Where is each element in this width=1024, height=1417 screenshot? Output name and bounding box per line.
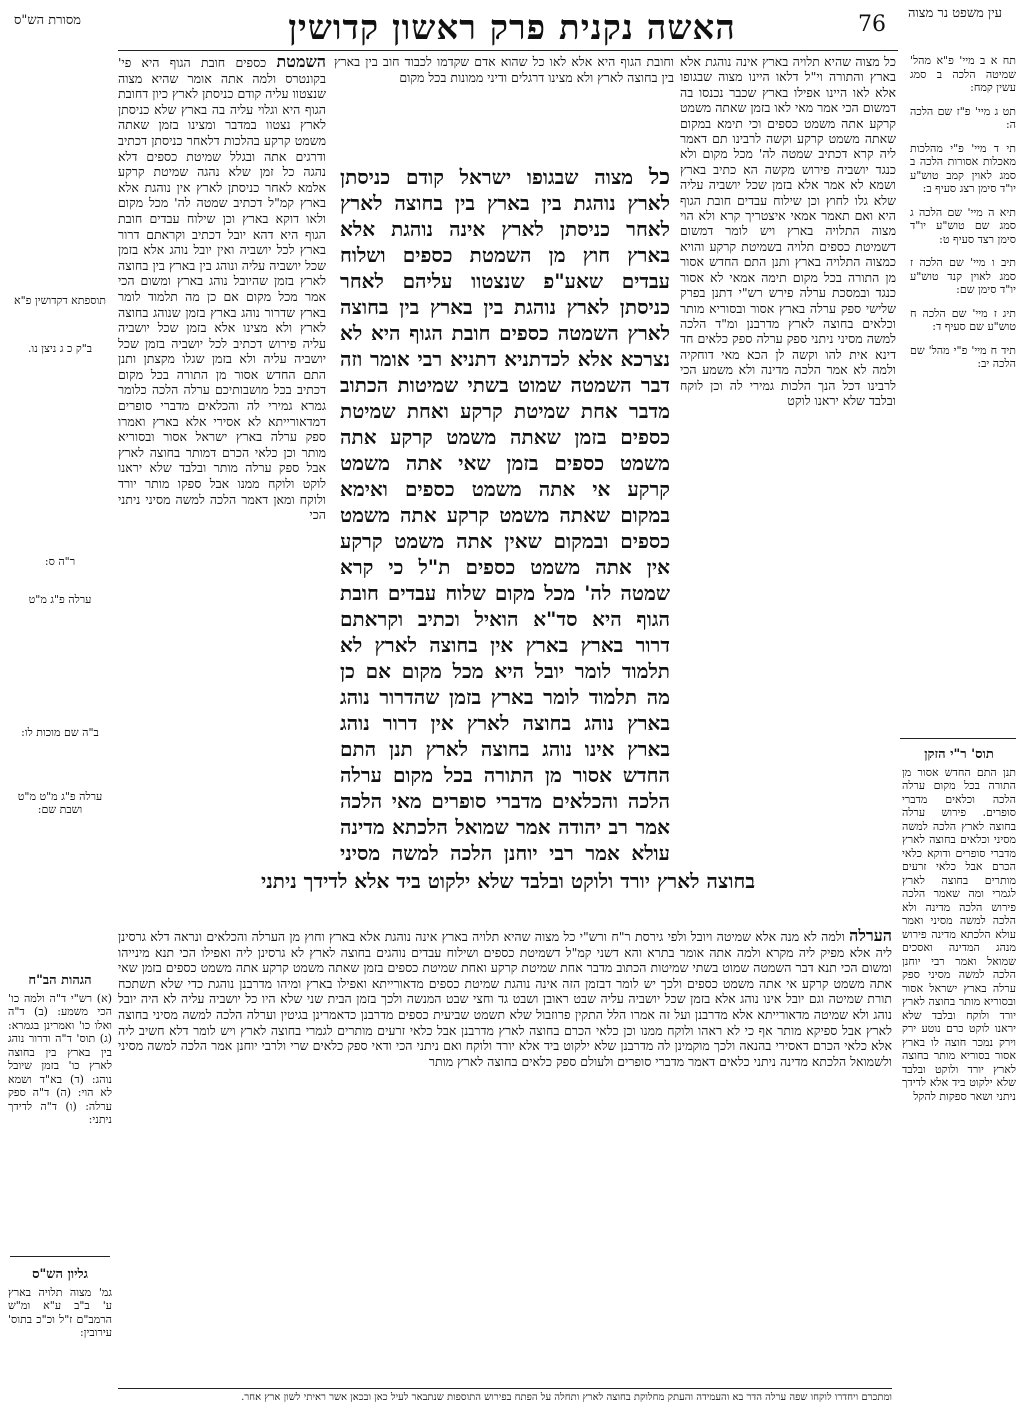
rashi-top-column	[334, 54, 674, 164]
gemara-main-text	[340, 164, 670, 864]
bottom-commentary	[118, 928, 892, 1384]
ein-mishpat-entry: תי ד מיי' פ"י מהלכות מאכלות אסורות הלכה ב סמג לאוין קמב טוש"ע יו"ד סימן רצג סעיף ב:	[910, 141, 1016, 195]
footer-note-text: ומתכרם ויחדרו לוקחו שפה ערלה הדר בא והעמידה והעתק מחלוקת בחוצה לארץ ותחלה על הפתח בפירוש התוספות שנתבאר לעיל כאן ובכאן אשר ראיתי לשון ארץ אחר.	[241, 1392, 892, 1403]
gilyon-rule	[10, 1256, 110, 1257]
footer-rule	[118, 1388, 892, 1389]
tosafot-harosh-rule	[900, 738, 1016, 739]
footer-note	[118, 1392, 892, 1412]
masoret-hashas-label: מסורת הש"ס	[14, 13, 81, 28]
gilyon-hashas-box	[8, 1262, 112, 1362]
rashi-dibur-hamatchil: השמטת	[276, 54, 326, 71]
masoret-ref: תוספתא דקדושין פ"א	[13, 294, 107, 307]
gemara-closing	[120, 868, 896, 924]
masoret-ref: ב"ק כ ג ניצן נו.	[27, 341, 93, 355]
gemara-text: מצוה שבגופו ישראל קודם כניסתן לארץ נוהגת בין בארץ בין בחוצה לארץ לאחר כניסתן לארץ אינה נוהגת אלא בארץ חוץ מן השמטת כספים ושלוח עבדים שאע"פ שנצטוו עליהם לאחר כניסתן לארץ נוהגת בין בארץ בין בחוצה לארץ השמטה כספים חובת הגוף היא לא נצרכא אלא לכדתניא דתניא רבי אומר וזה דבר השמטה שמוט בשתי שמיטות הכתוב מדבר אחת שמיטת קרקע ואחת שמיטת כספים בזמן שאתה משמט קרקע אתה משמט כספים בזמן שאי אתה משמט קרקע אי אתה משמט כספים ואימא במקום שאתה משמט קרקע אתה משמט כספים ובמקום שאין אתה משמט קרקע אין אתה משמט כספים ת"ל כי קרא שמטה לה' מכל מקום שלוח עבדים חובת הגוף היא סד"א הואיל וכתיב וקראתם דרור בארץ בארץ אין בחוצה לארץ לא תלמוד לומר יובל היא מכל מקום אם כן מה תלמוד לומר בארץ בזמן שהדרור נוהג בארץ נוהג בחוצה לארץ אין דרור נוהג בארץ אינו נוהג בחוצה לארץ תנן התם החדש אסור מן התורה בכל מקום ערלה הלכה והכלאים מדברי סופרים מאי הלכה אמר רב יהודה אמר שמואל הלכתא מדינה עולא אמר רבי יוחנן הלכה למשה מסיני	[340, 165, 670, 864]
tosafot-text: כל מצוה שהיא תלויה בארץ אינה נוהגת אלא בארץ והתורה וי"ל דלאו היינו מצוה שבגופו אלא לאו היינו אפילו בארץ שכבר נכנסו בה דמשום הכי אמר מאי לאו בזמן שאתה משמט קרקע אתה משמט כספים וכי תימא במקום שאתה משמט קרקע וקשה לרבינו תם דאמר ליה קרא דכתיב שמטה לה' מכל מקום ולא כנגד יושביה פירוש מקשה הא כתיב בארץ ושמא לא אמר אלא בזמן שכל יושביה עליה שלא גלו לחוץ וכן שילוח עבדים חובת הגוף היא ואם תאמר אמאי איצטריך קרא ולא הוי מצוה התלויה בארץ ויש לומר דמשום דשמיטת כספים תלויה בשמיטת קרקע והויא כמצוה התלויה בארץ ותנן התם החדש אסור מן התורה בכל מקום תימה אמאי לא אסור כנגד ובמסכת ערלה פירש רש"י דתנן בפרק שלישי ספק ערלה בארץ אסור ובסוריא מותר וכלאים בחוצה לארץ מדרבנן ומ"ד הלכה למשה מסיני ניתני ספק ערלה ספק כלאים חד דינא אית להו וקשה לן הכא מאי דוחקיה ולמה לא אמר הלכה מדינה ולא משמע הכי לרבינו דכל הנך הלכות גמירי לה וכן לוקח ובלבד שלא יראנו לוקט	[680, 54, 896, 408]
rashi-text: כספים חובת הגוף היא פי' בקונטרס ולמה אתה אומר שהיא מצוה שנצטוו עליה קודם כניסתן לארץ כיון דחובת הגוף היא וגלוי עליה בה בארץ שלא כניסתן לארץ נצטוו במדבר ומצינו בזמן שאתה משמט קרקע בהלכות דלאחר כניסתן דכתיב ודרגים אתה ובגלל שמיטת כספים דלא נהגה כל זמן שלא נהגה שמיטת קרקע אלמא לאחר כניסתן לארץ אין נוהגת אלא בארץ קמ"ל דכתיב שמטה לה' מכל מקום ולאו דוקא בארץ וכן שילוח עבדים חובת הגוף היא דהא יובל דכתיב וקראתם דרור בארץ לכל יושביה ואין יובל נוהג אלא בזמן שכל יושביה עליה ונוהג בין בארץ בין בחוצה לארץ בזמן שהיובל נוהג בארץ ומשום הכי אמר מכל מקום אם כן מה תלמוד לומר בארץ שדרור נוהג בארץ בזמן שנוהג בחוצה לארץ ולא מצינו אלא בזמן שכל יושביה עליה פירוש דכתיב לכל יושביה בזמן שכל יושביה עליה ולא בזמן שגלו מקצתן ותנן התם החדש אסור מן התורה בכל מקום דכתיב בכל מושבותיכם ערלה הלכה כלומר גמרא גמירי לה והכלאים מדברי סופרים דמדאורייתא לא אסירי אלא בארץ ואמרו ספק ערלה בארץ ישראל אסור ובסוריא מותר וכן כלאי הכרם דמותר בחוצה לארץ אבל ספק ערלה מותר ובלבד שלא יראנו לוקט ולוקח ממנו אבל ספקו מותר יורד ולוקח ומאן דאמר הלכה למשה מסיני ניתני הכי	[118, 55, 326, 523]
tosafot-harosh-title: תוס' ר"י הזקן	[924, 747, 994, 762]
hagahot-habach-text: (א) רש"י ד"ה ולמה כו' הכי משמע: (ב) ד"ה ואלו כו' ואמרינן בגמרא: (ג) תוס' ד"ה ודרור נוהג בין בארץ בין בחוצה לארץ כו' בזמן שיובל נוהג: (ד) בא"ד ושמא לא הוי: (ה) ד"ה ספק ערלה: (ו) ד"ה לדידך ניתני:	[8, 991, 112, 1126]
masoret-ref: ב"ה שם מוכות לו:	[21, 726, 99, 739]
tosafot-harosh-text: תנן התם החדש אסור מן התורה בכל מקום ערלה הלכה וכלאים מדברי סופרים. פירוש ערלה בחוצה לארץ הלכה למשה מסיני וכלאים בחוצה לארץ מדברי סופרים ודוקא כלאי הכרם אבל כלאי זרעים מותרים בחוצה לארץ לגמרי ומה שאמר הלכה פירוש הלכה מדינה ולא הלכה למשה מסיני ואמר עולא הלכתא מדינה פירוש מנהג המדינה ואסכים שמואל ואמר רבי יוחנן הלכה למשה מסיני ספק ערלה בארץ ישראל אסור ובסוריא מותר בחוצה לארץ יורד ולוקח ובלבד שלא יראנו לוקט כרם נוטע ירק וירק נמכר חוצה לו בארץ אסור בסוריא מותר בחוצה לארץ יורד ולוקט ובלבד שלא ילקוט ביד אלא לדידך ניתני ושאר ספקות להקל	[902, 765, 1016, 1103]
gemara-opening-word: כל	[648, 164, 670, 190]
rashi-column	[118, 54, 326, 864]
ein-mishpat-entry: תיד ח מיי' פ"י מהל' שם הלכה יב:	[910, 343, 1016, 370]
ein-mishpat-entry: תיב ו מיי' שם הלכה ז סמג לאוין קנד טוש"ע יו"ד סימן שם:	[910, 256, 1016, 296]
tosafot-harosh-column	[902, 742, 1016, 1402]
page-title: האשה נקנית פרק ראשון קדושין	[288, 8, 736, 48]
bottom-commentary-title: הערלה	[849, 928, 892, 945]
ein-mishpat-column	[910, 54, 1016, 714]
ein-mishpat-entry: תיא ה מיי' שם הלכה ג סמג שם טוש"ע יו"ד סימן רצד סעיף ט:	[910, 205, 1016, 246]
masoret-ref: ר"ה ס:	[44, 555, 76, 568]
ein-mishpat-entry: תיג ז מיי' שם הלכה ח טוש"ע שם סעיף ד:	[910, 306, 1016, 333]
gilyon-hashas-text: גמ' מצוה תלויה בארץ ע' ב"ב ע"א ומ"ש הרמב"ם ז"ל וכ"כ בתוס' עירובין:	[8, 1285, 112, 1339]
rashi-intro: וחובת הגוף היא אלא לאו כל שהוא אדם שקדמו לכבוד חוב בין בארץ בין בחוצה לארץ ולא מצינו דרגלים ודיני ממונות בכל מקום	[334, 54, 674, 85]
hagahot-habach-title: הגהות הב"ח	[28, 973, 92, 988]
ein-mishpat-entry: תט ג מיי' פ"ז שם הלכה ה:	[910, 104, 1016, 131]
masoret-hashas-column	[8, 54, 112, 834]
gemara-closing-line: בחוצה לארץ יורד ולוקט ובלבד שלא ילקוט ביד אלא לדידך ניתני	[261, 869, 755, 893]
ein-mishpat-entry: תח א ב מיי' פ"א מהל' שמיטה הלכה ב סמג עשין קמח:	[910, 54, 1016, 94]
gilyon-hashas-title: גליון הש"ס	[32, 1267, 88, 1282]
header-rule	[118, 50, 898, 51]
hagahot-habach-box	[8, 968, 112, 1198]
ein-mishpat-label: עין משפט נר מצוה	[908, 6, 1002, 21]
tosafot-column	[680, 54, 896, 934]
masoret-ref: ערלה פ"ג מ"ט	[28, 592, 92, 606]
masoret-ref: ערלה פ"ג מ"ט מ"ט ושבת שם:	[17, 789, 103, 816]
bottom-commentary-text: ולמה לא מנה אלא שמיטה ויובל ולפי גירסת ר"ח ורש"י כל מצוה שהיא תלויה בארץ אינה נוהגת אלא בארץ וחוץ מן הערלה והכלאים ונראה דלא גרסינן ליה אלא מפיק ליה מקרא ולמה אתה אומר בתרא והא דשני קמ"ל דשמיטת כספים ושילוח עבדים נוהגים בחוצה לארץ לא גרסינן ליה ואפילו הכי תנא מינייהו ומשום הכי תנא דבר השמטה שמוט בשתי שמיטות הכתוב מדבר אחת שמיטת קרקע ואחת שמיטת כספים בזמן שאתה משמט קרקע אתה משמט כספים בזמן שאי אתה משמט קרקע אי אתה משמט כספים ולכך יש לומר דבזמן הזה אינה נוהגת שמיטת כספים מדאורייתא ואפילו בארץ ומיהו מדרבנן נוהגת כדי שלא תשתכח תורת שמיטה וגם יובל אינו נוהג אלא בזמן שכל יושביה עליה שבט ראובן ושבט גד וחצי שבט המנשה ולכך בזמן הבית שני שלא היו כל יושביה עליה לא היה יובל נוהג ולא שמיטה מדאורייתא אלא מדרבנן ועל זה אמרו הלל התקין פרוזבול שלא תשמט שביעית כספים מדרבנן כדאמרינן בגיטין וערלה הלכה למשה מסיני בחוצה לארץ אבל ספיקא מותר אף כי לא ראהו ולוקח ממנו וכן כלאי הכרם בחוצה לארץ מדרבנן אבל כלאי זרעים מותרים לגמרי בחוצה לארץ ויש לומר דלא חשיב ליה אלא כלאי הכרם דאסירי בהנאה ולכך מוקמינן לה מדרבנן שלא ילקוט ביד אלא יורד ולוקח ואם ניתני הכי ודאי ספק כלאים שרי ולרבי יוחנן אמר הלכה למשה מסיני ולשמואל הלכתא מדינה ניתני כלאים דאמר מדברי סופרים ולעולם ספק כלאים בחוצה לארץ מותר	[118, 929, 892, 1069]
page-number: 76	[858, 12, 886, 37]
